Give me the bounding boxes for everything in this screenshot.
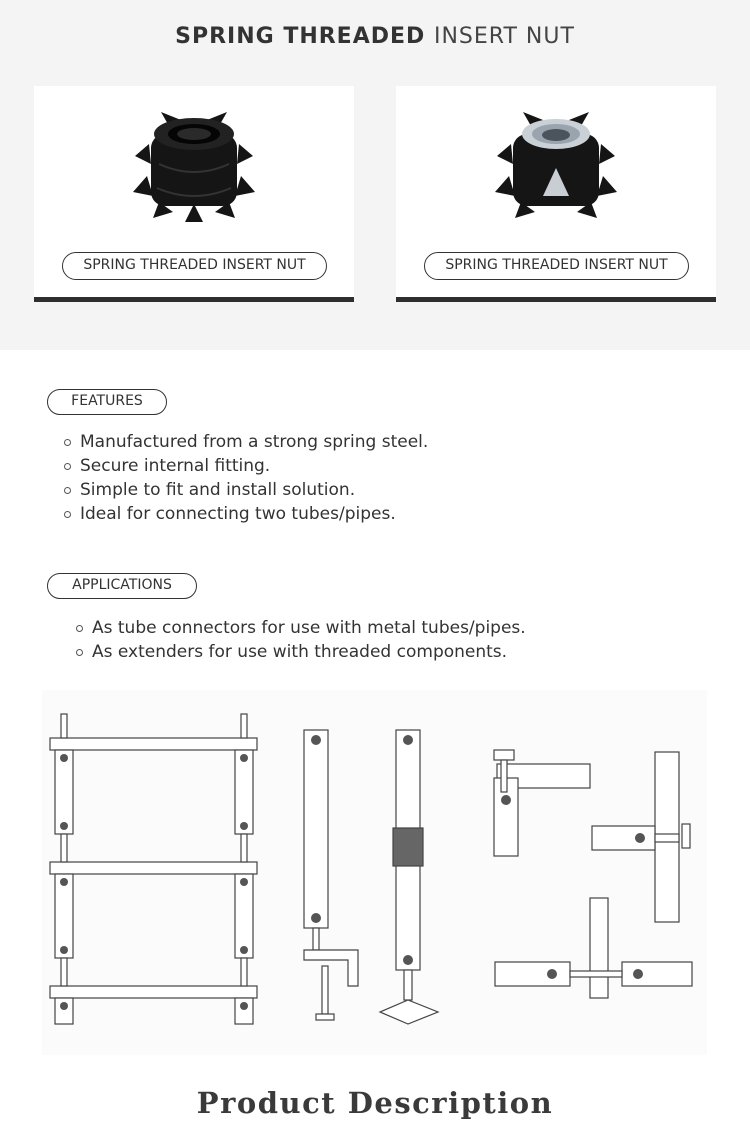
page-title xyxy=(0,24,750,49)
list-item: As extenders for use with threaded components. xyxy=(76,640,526,664)
shelf-assembly-diagram xyxy=(50,714,257,1024)
product-card-black xyxy=(34,86,354,302)
features-heading: FEATURES xyxy=(47,389,167,415)
zinc-thread-insert-nut-image xyxy=(491,104,621,224)
tube-clamp-diagram xyxy=(304,730,358,1020)
applications-list xyxy=(76,616,526,664)
product-card-zinc xyxy=(396,86,716,302)
applications-heading: APPLICATIONS xyxy=(47,573,197,599)
black-insert-nut-image xyxy=(129,104,259,224)
page-title-light: INSERT NUT xyxy=(433,24,575,49)
cross-fitting-diagram xyxy=(494,750,692,998)
tube-extender-diagram xyxy=(380,730,438,1024)
product-label-zinc: SPRING THREADED INSERT NUT xyxy=(424,252,689,280)
features-list xyxy=(64,430,428,526)
page-title-bold: SPRING THREADED xyxy=(175,24,426,49)
list-item: Secure internal fitting. xyxy=(64,454,428,478)
product-description-title: Product Description xyxy=(196,1086,554,1120)
list-item: Ideal for connecting two tubes/pipes. xyxy=(64,502,428,526)
list-item: Simple to fit and install solution. xyxy=(64,478,428,502)
product-label-black: SPRING THREADED INSERT NUT xyxy=(62,252,327,280)
application-diagrams-drawing xyxy=(42,690,707,1055)
list-item: As tube connectors for use with metal tubes/pipes. xyxy=(76,616,526,640)
list-item: Manufactured from a strong spring steel. xyxy=(64,430,428,454)
application-diagrams xyxy=(42,690,707,1055)
